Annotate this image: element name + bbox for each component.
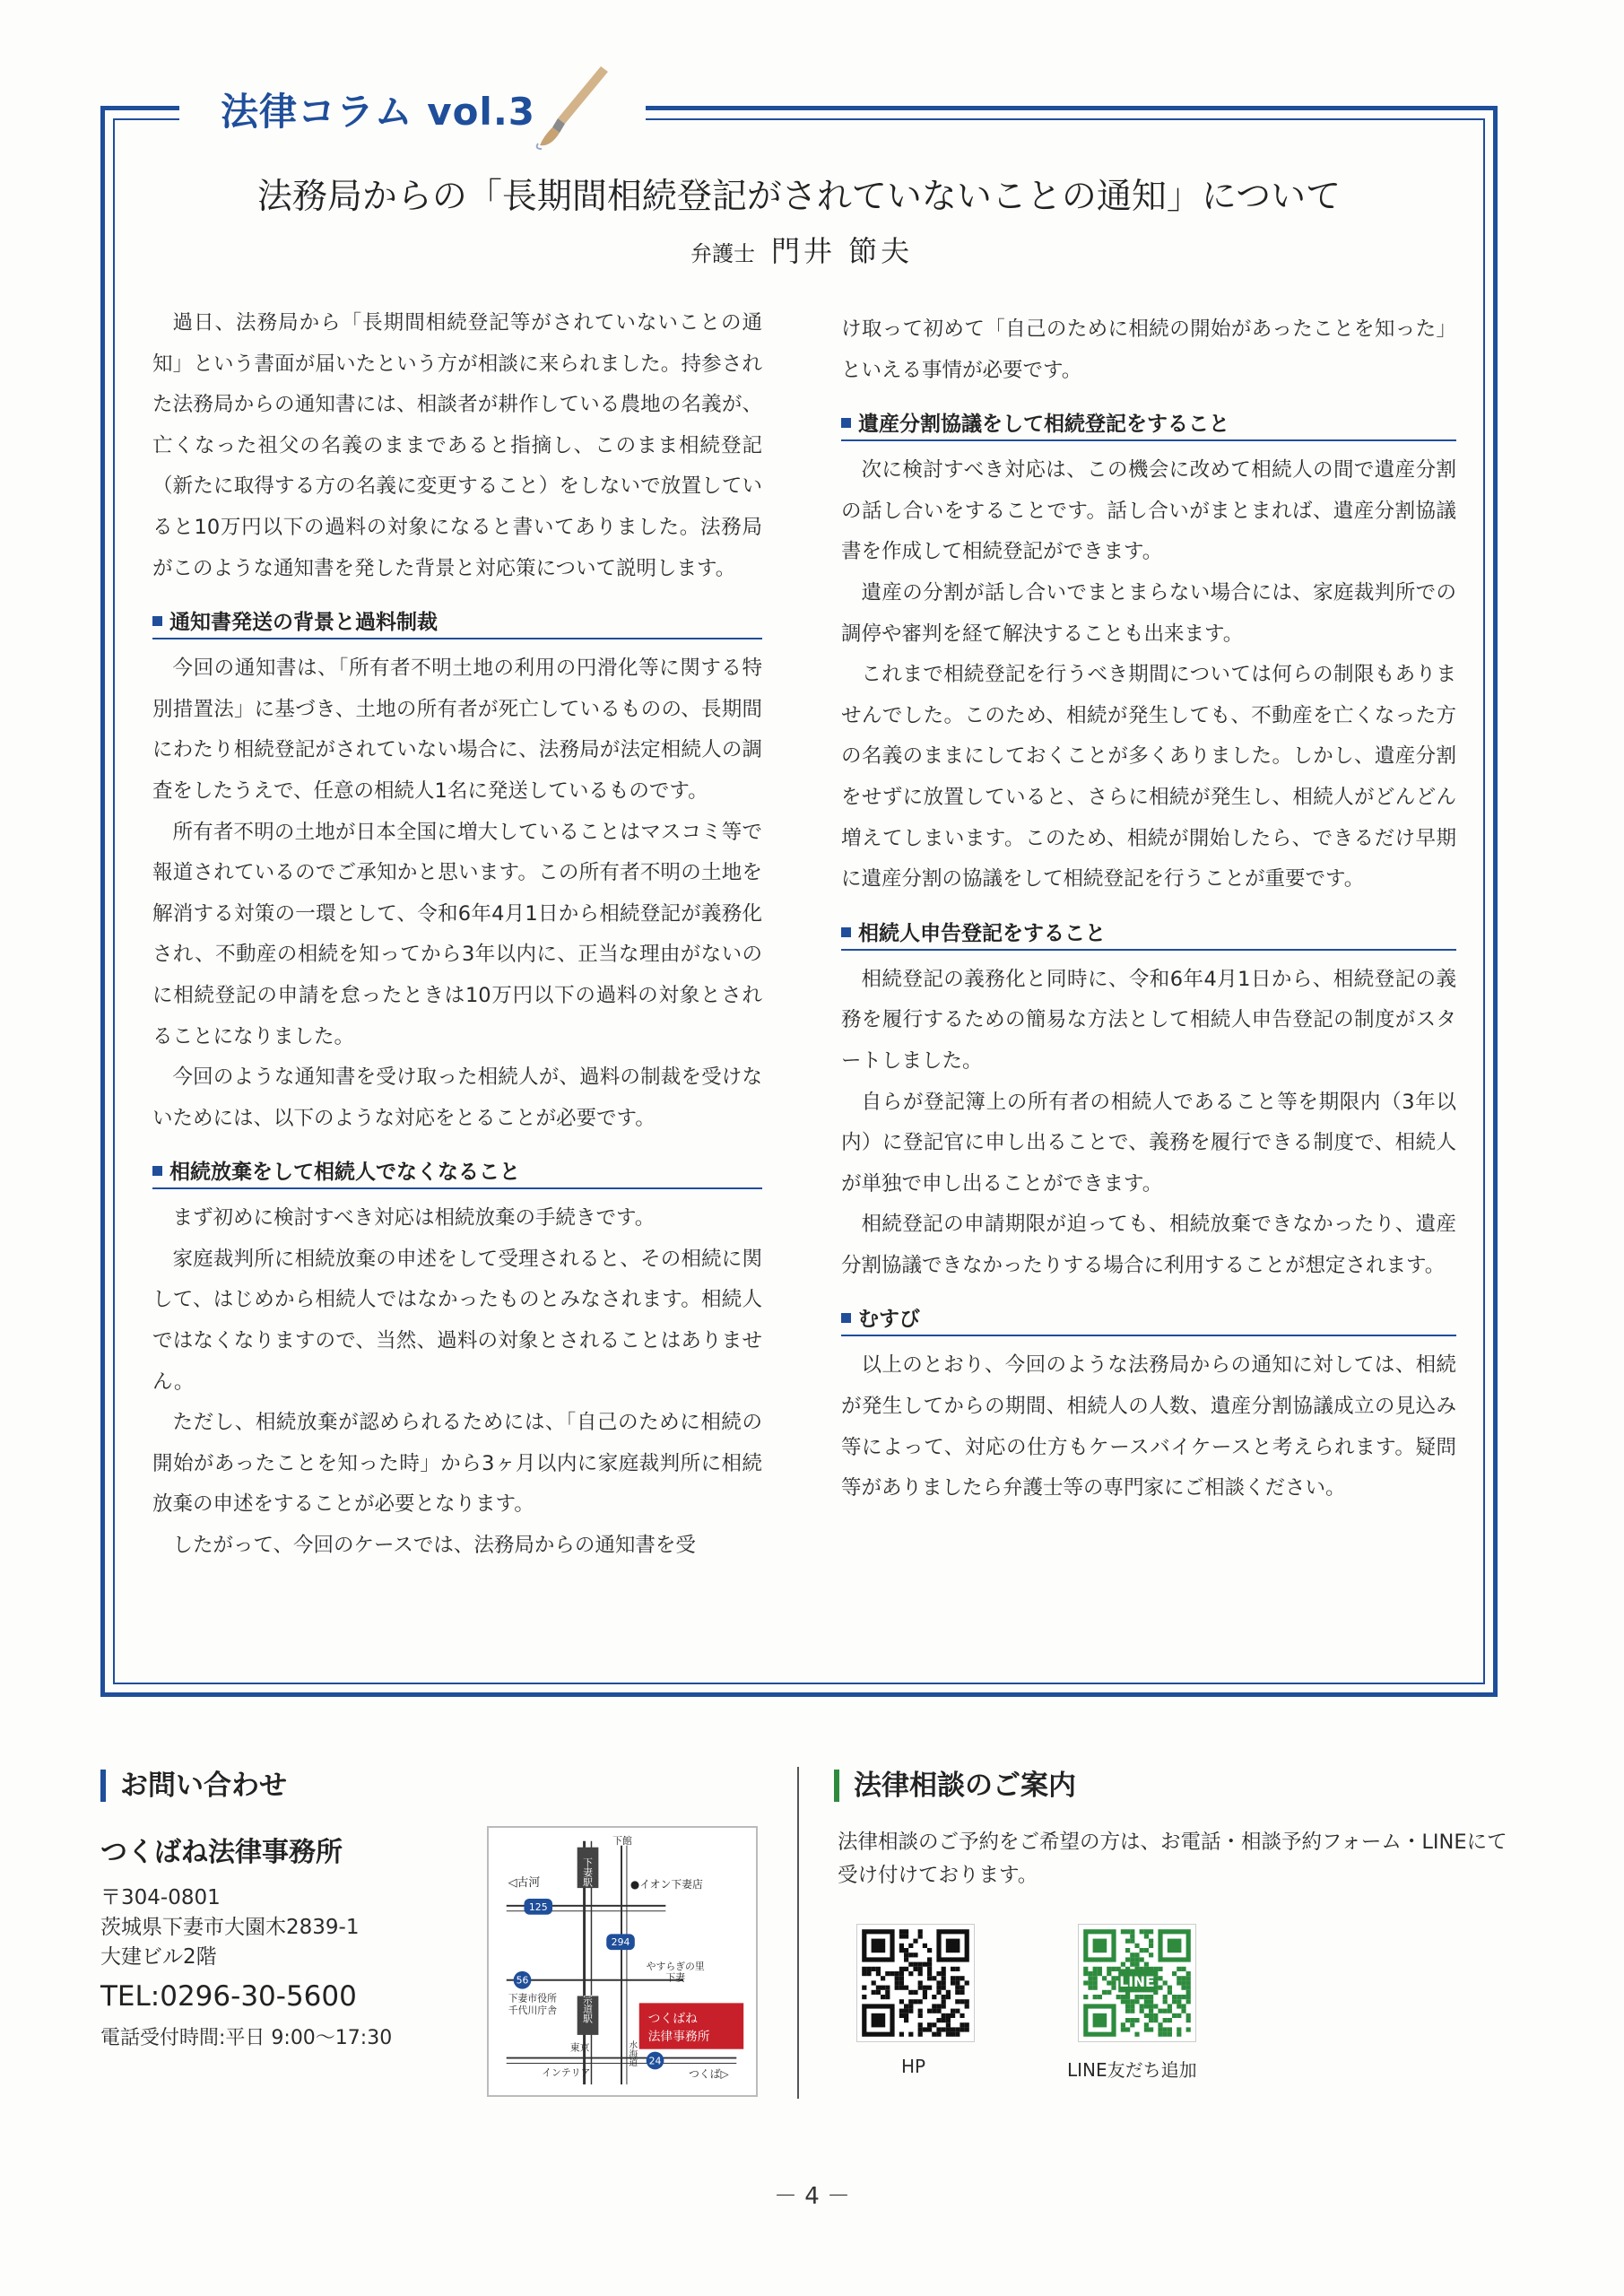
section-marker-icon — [841, 1313, 851, 1323]
section-marker-icon — [152, 1166, 162, 1176]
byline-author: 門井 節夫 — [771, 234, 914, 268]
byline-role: 弁護士 — [690, 241, 755, 266]
article-paragraph: ただし、相続放棄が認められるためには、「自己のために相続の開始があったことを知った時」から3ヶ月以内に家庭裁判所に相続放棄の申述をすることが必要となります。 — [152, 1411, 762, 1517]
map-shimotsuma-station: 下妻駅 — [582, 1857, 595, 1887]
map-yasuragi-2: 下妻 — [665, 1971, 686, 1984]
address-line-1: 茨城県下妻市大園木2839-1 — [100, 1916, 360, 1939]
article-paragraph: 自らが登記簿上の所有者の相続人であること等を期限内（3年以内）に登記官に申し出ることで、義務を履行できる制度で、相続人が単独で申し出ることができます。 — [841, 1090, 1456, 1196]
consult-heading: 法律相談のご案内 — [834, 1770, 1076, 1802]
map-route-56: 56 — [516, 1974, 529, 1987]
map-cityhall-2: 千代川庁舎 — [508, 2005, 557, 2017]
brush-icon — [534, 61, 615, 151]
map-route-125: 125 — [528, 1900, 548, 1913]
section-heading-text: 相続放棄をして相続人でなくなること — [169, 1161, 520, 1185]
map-yasuragi-1: やすらぎの里 — [646, 1960, 705, 1972]
article-paragraph: まず初めに検討すべき対応は相続放棄の手続きです。 — [172, 1206, 656, 1231]
section-heading-text: 相続人申告登記をすること — [858, 921, 1106, 945]
article-paragraph: 以上のとおり、今回のような法務局からの通知に対しては、相続が発生してからの期間、相続人の人数、遺産分割協議成立の見込み等によって、対応の仕方もケースバイケースと考えられます。疑問等がありましたら弁護士等の専門家にご相談ください。 — [841, 1353, 1456, 1500]
consult-text: 法律相談のご予約をご希望の方は、お電話・相談予約フォーム・LINEにて受け付けております。 — [838, 1831, 1507, 1887]
article-paragraph: 今回の通知書は、「所有者不明土地の利用の円滑化等に関する特別措置法」に基づき、土地の所有者が死亡しているものの、長期間にわたり相続登記がされていない場合に、法務局が法定相続人の調査をしたうえで、任意の相続人1名に発送しているものです。 — [152, 657, 762, 803]
map-firm-2: 法律事務所 — [647, 2029, 710, 2044]
article-column-right — [841, 309, 1456, 1509]
line-badge-text: LINE — [1119, 1974, 1155, 1991]
section-marker-icon — [152, 616, 162, 626]
section-marker-icon — [841, 927, 851, 937]
article-paragraph: 相続登記の義務化と同時に、令和6年4月1日から、相続登記の義務を履行するための簡易な方法として相続人申告登記の制度がスタートしました。 — [841, 967, 1456, 1073]
section-heading — [152, 607, 762, 639]
section-heading — [841, 918, 1456, 951]
section-heading-text: むすび — [858, 1308, 920, 1332]
article-paragraph: 次に検討すべき対応は、この機会に改めて相続人の間で遺産分割の話し合いをすることです。話し合いがまとまれば、遺産分割協議書を作成して相続登記ができます。 — [841, 458, 1456, 564]
qr-hp-caption: HP — [901, 2056, 926, 2077]
map-route-24: 24 — [648, 2055, 662, 2067]
page-number: － 4 － — [773, 2183, 851, 2210]
section-heading — [152, 1157, 762, 1189]
column-label: 法律コラム vol.3 — [221, 90, 536, 134]
map-route-294: 294 — [611, 1936, 630, 1949]
access-map — [487, 1826, 758, 2097]
byline — [690, 229, 913, 270]
article-paragraph: け取って初めて「自己のために相続の開始があったことを知った」といえる事情が必要です。 — [841, 317, 1456, 382]
line-qr-code[interactable] — [1078, 1924, 1196, 2042]
headline: 法務局からの「長期間相続登記がされていないことの通知」について — [256, 177, 1342, 217]
section-heading — [841, 409, 1456, 441]
office-hours: 電話受付時間:平日 9:00～17:30 — [100, 2027, 393, 2049]
article-paragraph: 所有者不明の土地が日本全国に増大していることはマスコミ等で報道されているのでご承知かと思います。この所有者不明の土地を解消する対策の一環として、令和6年4月1日から相続登記が義務化され、不動産の相続を知ってから3年以内に、正当な理由がないのに相続登記の申請を怠ったときは10万円以下の過料の対象とされることになりました。 — [152, 820, 762, 1048]
map-koga: ◁古河 — [508, 1876, 541, 1891]
section-heading — [841, 1304, 1456, 1336]
map-tsukuba: つくば▷ — [689, 2067, 729, 2081]
address-line-2: 大建ビル2階 — [100, 1945, 217, 1969]
map-mitsukaido: 水海道 — [627, 2039, 638, 2067]
article-paragraph: 過日、法務局から「長期間相続登記等がされていないことの通知」という書面が届いたという方が相談に来られました。持参された法務局からの通知書には、相談者が耕作している農地の名義が、亡くなった祖父の名義のままであると指摘し、このまま相続登記（新たに取得する方の名義に変更すること）をしないで放置していると10万円以下の過料の対象になると書いてありました。法務局がこのような通知書を発した背景と対応策について説明します。 — [152, 311, 762, 580]
footer-divider — [797, 1767, 799, 2099]
article-column-left — [152, 303, 762, 1567]
section-heading-text: 通知書発送の背景と過料制裁 — [169, 611, 438, 635]
map-sohara-station: 宗道駅 — [582, 1994, 595, 2023]
map-shimodate: 下館 — [612, 1834, 632, 1847]
contact-heading: お問い合わせ — [100, 1770, 287, 1802]
map-toyo: 東京 — [569, 2041, 590, 2054]
postal-code: 〒304-0801 — [100, 1886, 221, 1909]
article-paragraph: これまで相続登記を行うべき期間については何らの制限もありませんでした。このため、相続が発生しても、不動産を亡くなった方の名義のままにしておくことが多くありました。しかし、遺産分割をせずに放置していると、さらに相続が発生し、相続人がどんどん増えてしまいます。このため、相続が開始したら、できるだけ早期に遺産分割の協議をして相続登記を行うことが重要です。 — [841, 663, 1456, 891]
phone-number: TEL:0296-30-5600 — [100, 1980, 357, 2013]
article-paragraph: 今回のような通知書を受け取った相続人が、過料の制裁を受けないためには、以下のような対応をとることが必要です。 — [152, 1065, 762, 1130]
map-cityhall-1: 下妻市役所 — [508, 1992, 557, 2005]
map-firm-1: つくばね — [647, 2012, 698, 2027]
article-paragraph: 遺産の分割が話し合いでまとまらない場合には、家庭裁判所での調停や審判を経て解決することも出来ます。 — [841, 580, 1456, 646]
section-marker-icon — [841, 418, 851, 428]
article-paragraph: したがって、今回のケースでは、法務局からの通知書を受 — [172, 1534, 696, 1558]
article-paragraph: 相続登記の申請期限が迫っても、相続放棄できなかったり、遺産分割協議できなかったりする場合に利用することが想定されます。 — [841, 1213, 1456, 1277]
map-aeon: ●イオン下妻店 — [630, 1878, 703, 1892]
qr-line-caption: LINE友だち追加 — [1067, 2059, 1197, 2081]
article-paragraph: 家庭裁判所に相続放棄の申述をして受理されると、その相続に関して、はじめから相続人ではなかったものとみなされます。相続人ではなくなりますので、当然、過料の対象とされることはありません。 — [152, 1247, 762, 1394]
section-heading-text: 遺産分割協議をして相続登記をすること — [858, 413, 1229, 437]
hp-qr-code[interactable] — [856, 1924, 975, 2042]
firm-name: つくばね法律事務所 — [100, 1837, 343, 1868]
map-interior: インテリア — [542, 2066, 591, 2079]
